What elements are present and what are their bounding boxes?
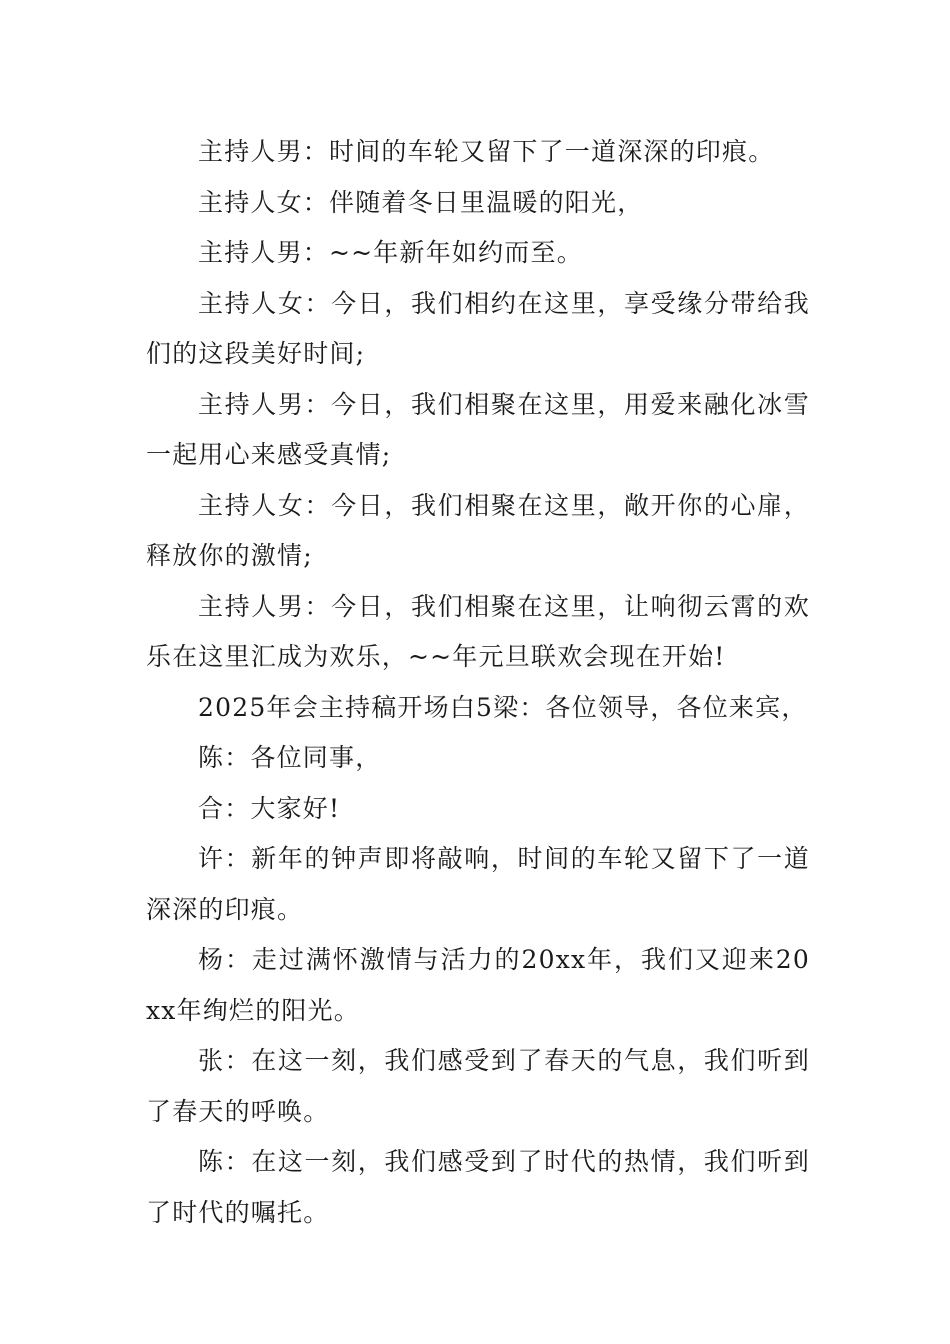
document-body [146,127,810,1238]
paragraph-2: 主持人女：伴随着冬日里温暖的阳光， [198,187,644,217]
paragraph-3: 主持人男：~~年新年如约而至。 [198,238,583,267]
paragraph-7: 主持人男：今日，我们相聚在这里，让响彻云霄的欢乐在这里汇成为欢乐，~~年元旦联欢会现在开始! [146,591,810,671]
paragraph-6: 主持人女：今日，我们相聚在这里，敞开你的心扉，释放你的激情; [146,490,810,570]
paragraph-10: 合：大家好! [198,793,341,823]
paragraph-1: 主持人男：时间的车轮又留下了一道深深的印痕。 [198,137,775,166]
paragraph-4: 主持人女：今日，我们相约在这里，享受缘分带给我们的这段美好时间; [146,288,810,368]
paragraph-12: 杨：走过满怀激情与活力的20xx年，我们又迎来20xx年绚烂的阳光。 [146,945,810,1025]
paragraph-14: 陈：在这一刻，我们感受到了时代的热情，我们听到了时代的嘱托。 [146,1147,810,1227]
paragraph-13: 张：在这一刻，我们感受到了春天的气息，我们听到了春天的呼唤。 [146,1046,810,1126]
paragraph-9: 陈：各位同事， [198,743,382,772]
paragraph-11: 许：新年的钟声即将敲响，时间的车轮又留下了一道深深的印痕。 [146,844,810,924]
paragraph-5: 主持人男：今日，我们相聚在这里，用爱来融化冰雪一起用心来感受真情; [146,389,810,469]
paragraph-8: 2025年会主持稿开场白5梁：各位领导，各位来宾， [198,692,808,722]
